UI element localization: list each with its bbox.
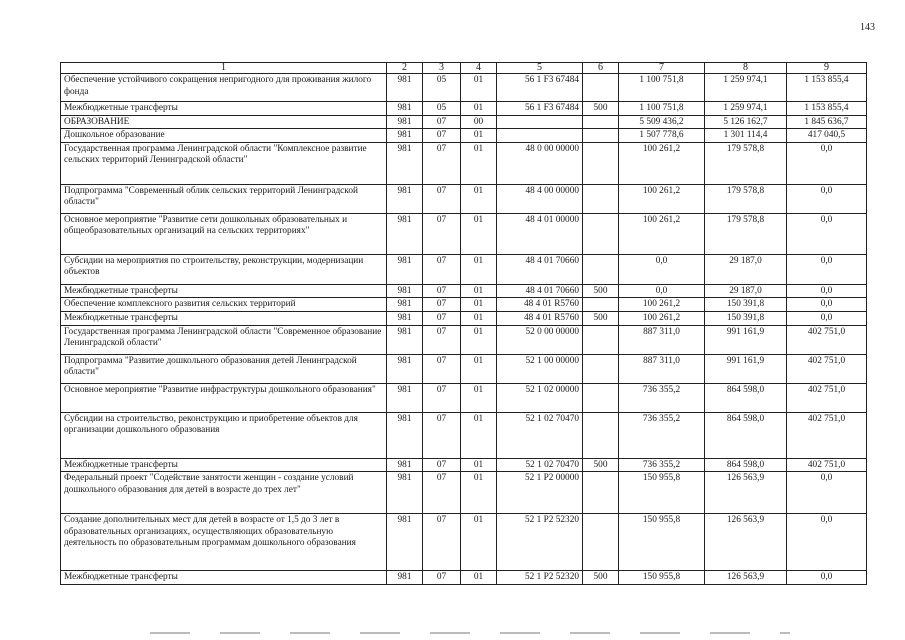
- code-section: 07: [423, 325, 461, 354]
- amount-year-3: 402 751,0: [787, 383, 867, 412]
- amount-year-3: 1 845 636,7: [787, 115, 867, 129]
- amount-year-3: 402 751,0: [787, 458, 867, 472]
- code-section: 07: [423, 284, 461, 298]
- code-admin: 981: [387, 354, 423, 383]
- code-type: 500: [583, 284, 619, 298]
- row-name: Основное мероприятие "Развитие инфраструктуры дошкольного образования": [61, 383, 387, 412]
- code-subsection: 01: [461, 458, 497, 472]
- code-admin: 981: [387, 184, 423, 213]
- code-admin: 981: [387, 102, 423, 116]
- code-admin: 981: [387, 284, 423, 298]
- code-subsection: 01: [461, 298, 497, 312]
- code-target: 52 1 02 00000: [497, 383, 583, 412]
- row-name: Субсидии на строительство, реконструкцию и приобретение объектов для организации дошкольного образования: [61, 412, 387, 458]
- code-subsection: 01: [461, 184, 497, 213]
- code-target: 48 4 00 00000: [497, 184, 583, 213]
- column-header-2: 2: [387, 63, 423, 74]
- row-name: Обеспечение комплексного развития сельских территорий: [61, 298, 387, 312]
- table-row: [61, 184, 867, 213]
- code-type: 500: [583, 571, 619, 585]
- code-type: [583, 383, 619, 412]
- code-admin: 981: [387, 571, 423, 585]
- amount-year-2: 1 301 114,4: [705, 129, 787, 143]
- code-subsection: 01: [461, 325, 497, 354]
- code-admin: 981: [387, 74, 423, 102]
- row-name: Обеспечение устойчивого сокращения непригодного для проживания жилого фонда: [61, 74, 387, 102]
- table-row: [61, 254, 867, 284]
- code-section: 07: [423, 254, 461, 284]
- column-number-header-row: [61, 63, 867, 74]
- amount-year-1: 100 261,2: [619, 184, 705, 213]
- amount-year-2: 864 598,0: [705, 458, 787, 472]
- amount-year-2: 29 187,0: [705, 254, 787, 284]
- amount-year-2: 150 391,8: [705, 298, 787, 312]
- row-name: ОБРАЗОВАНИЕ: [61, 115, 387, 129]
- code-type: [583, 472, 619, 514]
- amount-year-3: 402 751,0: [787, 325, 867, 354]
- code-admin: 981: [387, 383, 423, 412]
- amount-year-3: 402 751,0: [787, 412, 867, 458]
- amount-year-1: 5 509 436,2: [619, 115, 705, 129]
- table-row: [61, 458, 867, 472]
- code-admin: 981: [387, 325, 423, 354]
- code-section: 05: [423, 102, 461, 116]
- code-subsection: 00: [461, 115, 497, 129]
- code-section: 05: [423, 74, 461, 102]
- table-body: [61, 74, 867, 585]
- code-admin: 981: [387, 412, 423, 458]
- amount-year-3: 417 040,5: [787, 129, 867, 143]
- code-target: 48 4 01 70660: [497, 284, 583, 298]
- code-admin: 981: [387, 213, 423, 254]
- code-subsection: 01: [461, 383, 497, 412]
- amount-year-3: 0,0: [787, 142, 867, 184]
- amount-year-2: 126 563,9: [705, 571, 787, 585]
- code-admin: 981: [387, 115, 423, 129]
- column-header-5: 5: [497, 63, 583, 74]
- code-target: 52 0 00 00000: [497, 325, 583, 354]
- column-header-7: 7: [619, 63, 705, 74]
- amount-year-3: 0,0: [787, 213, 867, 254]
- row-name: Субсидии на мероприятия по строительству, реконструкции, модернизации объектов: [61, 254, 387, 284]
- code-target: 52 1 P2 52320: [497, 514, 583, 571]
- code-subsection: 01: [461, 412, 497, 458]
- code-section: 07: [423, 412, 461, 458]
- row-name: Межбюджетные трансферты: [61, 312, 387, 326]
- code-section: 07: [423, 312, 461, 326]
- code-section: 07: [423, 571, 461, 585]
- code-subsection: 01: [461, 129, 497, 143]
- amount-year-2: 1 259 974,1: [705, 74, 787, 102]
- table-row: [61, 115, 867, 129]
- code-type: 500: [583, 102, 619, 116]
- amount-year-3: 402 751,0: [787, 354, 867, 383]
- code-target: 56 1 F3 67484: [497, 102, 583, 116]
- amount-year-2: 126 563,9: [705, 514, 787, 571]
- code-target: 52 1 02 70470: [497, 412, 583, 458]
- amount-year-3: 1 153 855,4: [787, 74, 867, 102]
- amount-year-3: 0,0: [787, 472, 867, 514]
- code-target: 48 4 01 70660: [497, 254, 583, 284]
- amount-year-3: 0,0: [787, 298, 867, 312]
- code-section: 07: [423, 184, 461, 213]
- table-row: [61, 354, 867, 383]
- row-name: Подпрограмма "Развитие дошкольного образования детей Ленинградской области": [61, 354, 387, 383]
- row-name: Федеральный проект "Содействие занятости женщин - создание условий дошкольного образования для детей в возрасте до трех лет": [61, 472, 387, 514]
- amount-year-2: 150 391,8: [705, 312, 787, 326]
- amount-year-2: 864 598,0: [705, 383, 787, 412]
- amount-year-1: 0,0: [619, 284, 705, 298]
- column-header-4: 4: [461, 63, 497, 74]
- code-type: [583, 325, 619, 354]
- amount-year-1: 736 355,2: [619, 412, 705, 458]
- amount-year-2: 126 563,9: [705, 472, 787, 514]
- footer-scan-marks: [150, 632, 790, 634]
- table-row: [61, 284, 867, 298]
- code-target: 52 1 P2 52320: [497, 571, 583, 585]
- table-row: [61, 213, 867, 254]
- amount-year-1: 887 311,0: [619, 354, 705, 383]
- amount-year-2: 179 578,8: [705, 142, 787, 184]
- code-subsection: 01: [461, 102, 497, 116]
- code-section: 07: [423, 458, 461, 472]
- code-type: [583, 74, 619, 102]
- code-section: 07: [423, 129, 461, 143]
- code-type: [583, 514, 619, 571]
- amount-year-3: 0,0: [787, 184, 867, 213]
- code-type: [583, 184, 619, 213]
- code-section: 07: [423, 213, 461, 254]
- amount-year-1: 100 261,2: [619, 298, 705, 312]
- code-type: [583, 213, 619, 254]
- code-subsection: 01: [461, 74, 497, 102]
- amount-year-3: 1 153 855,4: [787, 102, 867, 116]
- code-target: 52 1 P2 00000: [497, 472, 583, 514]
- table-row: [61, 472, 867, 514]
- code-target: 52 1 00 00000: [497, 354, 583, 383]
- page-number: 143: [860, 22, 875, 33]
- code-section: 07: [423, 383, 461, 412]
- code-section: 07: [423, 472, 461, 514]
- amount-year-3: 0,0: [787, 284, 867, 298]
- code-section: 07: [423, 142, 461, 184]
- code-subsection: 01: [461, 213, 497, 254]
- code-target: 56 1 F3 67484: [497, 74, 583, 102]
- amount-year-2: 179 578,8: [705, 184, 787, 213]
- amount-year-3: 0,0: [787, 571, 867, 585]
- code-subsection: 01: [461, 514, 497, 571]
- row-name: Межбюджетные трансферты: [61, 571, 387, 585]
- amount-year-1: 887 311,0: [619, 325, 705, 354]
- code-type: 500: [583, 312, 619, 326]
- amount-year-1: 1 507 778,6: [619, 129, 705, 143]
- amount-year-2: 991 161,9: [705, 354, 787, 383]
- code-subsection: 01: [461, 312, 497, 326]
- code-admin: 981: [387, 254, 423, 284]
- code-section: 07: [423, 115, 461, 129]
- table-row: [61, 383, 867, 412]
- code-admin: 981: [387, 129, 423, 143]
- code-admin: 981: [387, 312, 423, 326]
- amount-year-1: 736 355,2: [619, 458, 705, 472]
- code-admin: 981: [387, 458, 423, 472]
- column-header-1: 1: [61, 63, 387, 74]
- code-type: [583, 115, 619, 129]
- code-subsection: 01: [461, 472, 497, 514]
- amount-year-1: 1 100 751,8: [619, 102, 705, 116]
- amount-year-3: 0,0: [787, 514, 867, 571]
- amount-year-1: 100 261,2: [619, 142, 705, 184]
- amount-year-3: 0,0: [787, 254, 867, 284]
- code-type: 500: [583, 458, 619, 472]
- code-target: 52 1 02 70470: [497, 458, 583, 472]
- code-subsection: 01: [461, 571, 497, 585]
- code-subsection: 01: [461, 354, 497, 383]
- code-section: 07: [423, 354, 461, 383]
- amount-year-1: 100 261,2: [619, 312, 705, 326]
- column-header-3: 3: [423, 63, 461, 74]
- code-type: [583, 298, 619, 312]
- amount-year-2: 179 578,8: [705, 213, 787, 254]
- code-section: 07: [423, 514, 461, 571]
- code-target: [497, 129, 583, 143]
- column-header-9: 9: [787, 63, 867, 74]
- amount-year-1: 150 955,8: [619, 571, 705, 585]
- row-name: Государственная программа Ленинградской области "Современное образование Ленинградской области": [61, 325, 387, 354]
- amount-year-3: 0,0: [787, 312, 867, 326]
- code-target: 48 4 01 R5760: [497, 312, 583, 326]
- table-row: [61, 325, 867, 354]
- row-name: Государственная программа Ленинградской области "Комплексное развитие сельских территорий Ленинградской области": [61, 142, 387, 184]
- amount-year-1: 736 355,2: [619, 383, 705, 412]
- table-row: [61, 102, 867, 116]
- code-type: [583, 129, 619, 143]
- table-row: [61, 412, 867, 458]
- table-row: [61, 571, 867, 585]
- amount-year-2: 991 161,9: [705, 325, 787, 354]
- amount-year-1: 1 100 751,8: [619, 74, 705, 102]
- code-target: 48 0 00 00000: [497, 142, 583, 184]
- row-name: Подпрограмма "Современный облик сельских территорий Ленинградской области": [61, 184, 387, 213]
- amount-year-2: 5 126 162,7: [705, 115, 787, 129]
- row-name: Создание дополнительных мест для детей в возрасте от 1,5 до 3 лет в образовательных организациях, осуществляющих образовательную деятельность по образовательным программам дошкольного образования: [61, 514, 387, 571]
- code-admin: 981: [387, 472, 423, 514]
- amount-year-2: 864 598,0: [705, 412, 787, 458]
- code-subsection: 01: [461, 284, 497, 298]
- amount-year-2: 29 187,0: [705, 284, 787, 298]
- amount-year-1: 150 955,8: [619, 472, 705, 514]
- row-name: Межбюджетные трансферты: [61, 284, 387, 298]
- row-name: Межбюджетные трансферты: [61, 102, 387, 116]
- code-subsection: 01: [461, 254, 497, 284]
- row-name: Основное мероприятие "Развитие сети дошкольных образовательных и общеобразовательных организаций на сельских территориях": [61, 213, 387, 254]
- code-admin: 981: [387, 514, 423, 571]
- code-admin: 981: [387, 142, 423, 184]
- code-target: 48 4 01 00000: [497, 213, 583, 254]
- table-row: [61, 129, 867, 143]
- code-type: [583, 354, 619, 383]
- code-target: [497, 115, 583, 129]
- row-name: Дошкольное образование: [61, 129, 387, 143]
- row-name: Межбюджетные трансферты: [61, 458, 387, 472]
- table-row: [61, 312, 867, 326]
- amount-year-1: 0,0: [619, 254, 705, 284]
- code-type: [583, 254, 619, 284]
- table-row: [61, 74, 867, 102]
- amount-year-2: 1 259 974,1: [705, 102, 787, 116]
- code-target: 48 4 01 R5760: [497, 298, 583, 312]
- amount-year-1: 150 955,8: [619, 514, 705, 571]
- code-admin: 981: [387, 298, 423, 312]
- table-row: [61, 514, 867, 571]
- code-type: [583, 412, 619, 458]
- table-row: [61, 142, 867, 184]
- code-subsection: 01: [461, 142, 497, 184]
- code-section: 07: [423, 298, 461, 312]
- amount-year-1: 100 261,2: [619, 213, 705, 254]
- code-type: [583, 142, 619, 184]
- table-row: [61, 298, 867, 312]
- column-header-8: 8: [705, 63, 787, 74]
- budget-table: [60, 62, 867, 585]
- column-header-6: 6: [583, 63, 619, 74]
